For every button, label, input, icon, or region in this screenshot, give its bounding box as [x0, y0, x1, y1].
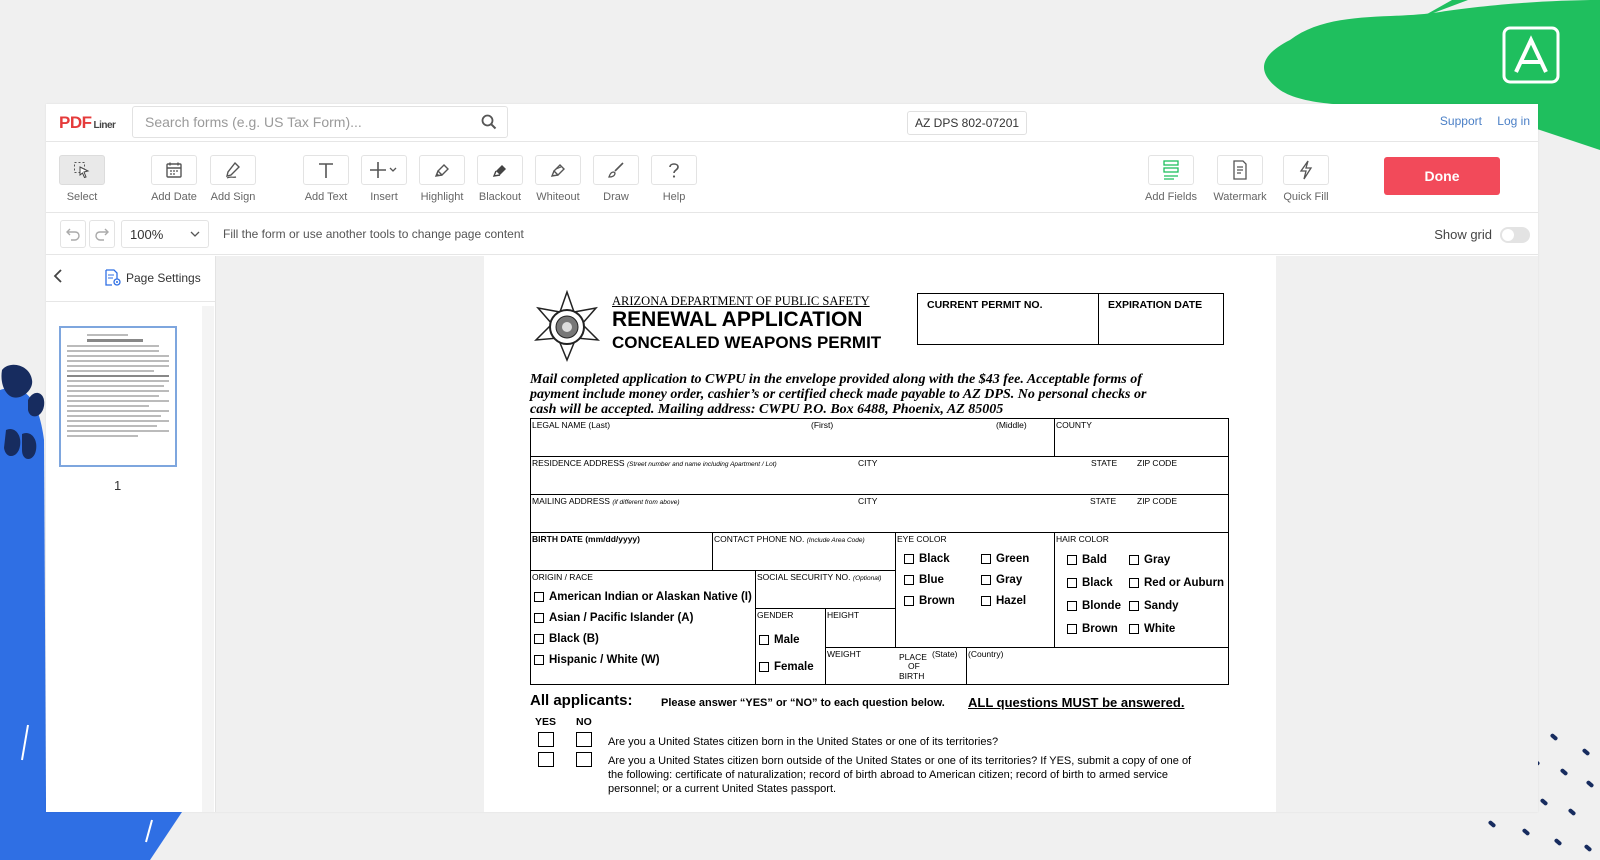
gender-female-text: Female: [774, 661, 814, 673]
q2-yes-checkbox[interactable]: [538, 752, 554, 767]
select-tool-label: Select: [66, 191, 98, 203]
origin-american-indian-checkbox[interactable]: [534, 591, 752, 603]
expiration-date-field[interactable]: [1100, 312, 1222, 344]
page-thumbnail[interactable]: [59, 326, 177, 467]
eye-color-green-checkbox[interactable]: [981, 553, 1029, 565]
hair-bald-text: Bald: [1082, 554, 1107, 566]
eye-hazel-text: Hazel: [996, 595, 1027, 607]
mailing-city-label: CITY: [858, 496, 878, 506]
all-applicants-heading: All applicants:: [530, 692, 633, 709]
highlight-label: Highlight: [420, 191, 464, 203]
redo-button[interactable]: [89, 220, 115, 248]
pdf-page: [484, 256, 1276, 812]
watermark-button[interactable]: [1210, 155, 1270, 203]
redo-icon: [94, 226, 110, 242]
mailing-zip-label: ZIP CODE: [1137, 496, 1177, 506]
eye-gray-text: Gray: [996, 574, 1023, 586]
hair-blonde-text: Blonde: [1082, 600, 1121, 612]
pages-sidebar: [46, 256, 216, 812]
pdfliner-corner-logo-icon: [1504, 28, 1558, 82]
first-name-label: (First): [811, 420, 834, 430]
origin-race-label: ORIGIN / RACE: [532, 572, 593, 582]
highlight-button[interactable]: [412, 155, 472, 203]
chevron-left-icon: [52, 268, 64, 284]
origin-asian-text: Asian / Pacific Islander (A): [549, 612, 694, 624]
county-label: COUNTY: [1056, 420, 1092, 430]
draw-label: Draw: [603, 191, 629, 203]
text-t-icon: [317, 161, 335, 179]
arizona-dps-seal-icon: [530, 290, 604, 364]
birth-date-field[interactable]: [532, 546, 710, 568]
origin-american-indian-text: American Indian or Alaskan Native (I): [549, 591, 752, 603]
hair-color-gray-checkbox[interactable]: [1129, 554, 1170, 566]
hair-color-black-checkbox[interactable]: [1067, 577, 1113, 589]
add-text-label: Add Text: [304, 191, 348, 203]
gender-female-checkbox[interactable]: [759, 661, 814, 673]
q1-yes-checkbox[interactable]: [538, 732, 554, 747]
origin-black-checkbox[interactable]: [534, 633, 599, 645]
origin-asian-checkbox[interactable]: [534, 612, 693, 624]
whiteout-eraser-icon: [549, 161, 567, 179]
hair-black-text: Black: [1082, 577, 1113, 589]
q2-no-checkbox[interactable]: [576, 752, 592, 767]
all-questions-required: ALL questions MUST be answered.: [968, 695, 1185, 710]
residence-address-note: (Street number and name including Apartment / Lot): [626, 461, 777, 468]
gender-male-checkbox[interactable]: [759, 634, 800, 646]
mailing-state-label: STATE: [1090, 496, 1117, 506]
search-icon[interactable]: [471, 114, 507, 130]
origin-hispanic-checkbox[interactable]: [534, 654, 660, 666]
workspace: [46, 256, 1538, 812]
q1-no-checkbox[interactable]: [576, 732, 592, 747]
eye-black-text: Black: [919, 553, 950, 565]
weight-label: WEIGHT: [827, 649, 861, 659]
sidebar-scrollbar[interactable]: [202, 306, 214, 812]
eye-color-gray-checkbox[interactable]: [981, 574, 1022, 586]
show-grid-toggle[interactable]: [1500, 227, 1530, 243]
question-2-text-line-3: personnel; or a current United States passport.: [608, 783, 837, 795]
eye-color-black-checkbox[interactable]: [904, 553, 950, 565]
watermark-document-icon: [1231, 160, 1249, 180]
place-of-birth-label-1: PLACE: [899, 652, 927, 662]
residence-address-label: RESIDENCE ADDRESS: [532, 458, 625, 468]
hair-color-blonde-checkbox[interactable]: [1067, 600, 1121, 612]
search-box: [132, 106, 508, 138]
legal-name-field[interactable]: [532, 432, 1052, 454]
sidebar-header: [46, 256, 215, 302]
mailing-address-field[interactable]: [532, 508, 1226, 530]
logo-pdf-text: PDF: [59, 113, 92, 132]
question-2-text-line-1: Are you a United States citizen born outside of the United States or one of its territories? If YES, submit a copy of one of: [608, 755, 1192, 767]
done-button[interactable]: Done: [1384, 157, 1500, 195]
blackout-label: Blackout: [478, 191, 522, 203]
page-settings-icon: [104, 269, 122, 287]
form-title: RENEWAL APPLICATION: [612, 308, 863, 331]
add-sign-button[interactable]: [203, 155, 263, 203]
instructions-line-3: cash will be accepted. Mailing address: CWPU P.O. Box 6488, Phoenix, AZ 85005: [530, 402, 1004, 417]
whiteout-button[interactable]: [528, 155, 588, 203]
hair-color-red-checkbox[interactable]: [1129, 577, 1224, 589]
add-fields-button[interactable]: [1141, 155, 1201, 203]
eye-color-label: EYE COLOR: [897, 534, 947, 544]
ssn-note: (Optional): [852, 575, 882, 582]
quick-fill-label: Quick Fill: [1283, 191, 1329, 203]
draw-button[interactable]: [586, 155, 646, 203]
help-question-icon: [665, 161, 683, 179]
eye-blue-text: Blue: [919, 574, 944, 586]
contact-phone-label: CONTACT PHONE NO.: [714, 534, 805, 544]
answer-instruction: Please answer “YES” or “NO” to each question below.: [661, 697, 945, 709]
page-settings-label: Page Settings: [126, 271, 201, 285]
hair-color-sandy-checkbox[interactable]: [1129, 600, 1179, 612]
ssn-label: SOCIAL SECURITY NO.: [757, 572, 851, 582]
undo-button[interactable]: [60, 220, 86, 248]
help-button[interactable]: [644, 155, 704, 203]
add-fields-icon: [1162, 160, 1180, 180]
current-permit-label: CURRENT PERMIT NO.: [927, 299, 1043, 311]
watermark-label: Watermark: [1213, 191, 1267, 203]
document-id-badge[interactable]: AZ DPS 802-07201: [907, 111, 1027, 135]
signature-pen-icon: [224, 161, 242, 179]
eye-color-brown-checkbox[interactable]: [904, 595, 955, 607]
mailing-address-note: (if different from above): [612, 499, 680, 506]
pob-state-label: (State): [932, 649, 958, 659]
mailing-address-label: MAILING ADDRESS: [532, 496, 610, 506]
question-1-text: Are you a United States citizen born in the United States or one of its territories?: [608, 736, 999, 748]
collapse-sidebar-button[interactable]: [52, 268, 64, 289]
plus-chevron-icon: [369, 161, 399, 179]
pdfliner-logo[interactable]: [59, 113, 115, 133]
select-cursor-icon: [73, 161, 91, 179]
gender-male-text: Male: [774, 634, 800, 646]
eye-color-hazel-checkbox[interactable]: [981, 595, 1026, 607]
residence-state-label: STATE: [1091, 458, 1118, 468]
zoom-value: 100%: [130, 226, 164, 242]
eye-green-text: Green: [996, 553, 1030, 565]
current-permit-field[interactable]: [918, 312, 1096, 344]
add-date-label: Add Date: [151, 191, 197, 203]
hair-color-white-checkbox[interactable]: [1129, 623, 1175, 635]
whiteout-label: Whiteout: [536, 191, 580, 203]
hair-color-bald-checkbox[interactable]: [1067, 554, 1107, 566]
yes-column-header: YES: [535, 716, 557, 728]
blackout-button[interactable]: [470, 155, 530, 203]
contact-phone-field[interactable]: [714, 546, 893, 568]
height-field[interactable]: [827, 622, 893, 645]
blackout-marker-icon: [491, 161, 509, 179]
draw-brush-icon: [607, 161, 625, 179]
calendar-icon: [165, 161, 183, 179]
top-links: [1428, 114, 1530, 128]
origin-hispanic-text: Hispanic / White (W): [549, 654, 660, 666]
hair-color-label: HAIR COLOR: [1056, 534, 1109, 544]
department-heading: ARIZONA DEPARTMENT OF PUBLIC SAFETY: [612, 294, 870, 308]
height-label: HEIGHT: [827, 610, 860, 620]
gender-label: GENDER: [757, 610, 794, 620]
edit-hint-text: Fill the form or use another tools to change page content: [223, 227, 524, 241]
hair-gray-text: Gray: [1144, 554, 1171, 566]
page-number-label: 1: [114, 478, 122, 493]
hair-sandy-text: Sandy: [1144, 600, 1179, 612]
support-link[interactable]: Support: [1439, 114, 1482, 128]
page-settings-button[interactable]: [104, 269, 201, 287]
show-grid-label: Show grid: [1434, 227, 1492, 242]
place-of-birth-label-2: OF: [908, 661, 920, 671]
pob-country-label: (Country): [968, 649, 1004, 659]
login-link[interactable]: Log in: [1497, 114, 1530, 128]
top-bar: [46, 104, 1538, 142]
birth-date-label: BIRTH DATE (mm/dd/yyyy): [532, 534, 640, 544]
toolbar: [46, 142, 1538, 213]
pdf-editor-window: [46, 104, 1538, 812]
legal-name-label: LEGAL NAME (Last): [532, 420, 611, 430]
residence-zip-label: ZIP CODE: [1137, 458, 1177, 468]
no-column-header: NO: [576, 716, 592, 728]
logo-liner-text: Liner: [93, 120, 116, 131]
add-date-button[interactable]: [144, 155, 204, 203]
residence-city-label: CITY: [858, 458, 878, 468]
eye-color-blue-checkbox[interactable]: [904, 574, 944, 586]
quick-fill-button[interactable]: [1276, 155, 1336, 203]
middle-name-label: (Middle): [996, 420, 1027, 430]
weight-field[interactable]: [827, 661, 893, 683]
contact-phone-note: (Include Area Code): [806, 537, 865, 544]
county-field[interactable]: [1056, 432, 1226, 454]
place-of-birth-label-3: BIRTH: [899, 671, 925, 681]
eye-brown-text: Brown: [919, 595, 955, 607]
hair-color-brown-checkbox[interactable]: [1067, 623, 1118, 635]
residence-address-field[interactable]: [532, 470, 1226, 492]
add-fields-label: Add Fields: [1145, 191, 1197, 203]
undo-icon: [65, 226, 81, 242]
add-text-button[interactable]: [296, 155, 356, 203]
hair-white-text: White: [1144, 623, 1176, 635]
origin-black-text: Black (B): [549, 633, 599, 645]
help-label: Help: [662, 191, 686, 203]
question-2-text-line-2: the following: certificate of naturalization; record of birth abroad to American citizen; record of birth to armed service: [608, 769, 1169, 781]
highlighter-icon: [433, 161, 451, 179]
insert-dropdown-button[interactable]: [354, 155, 414, 203]
hair-red-text: Red or Auburn: [1144, 577, 1225, 589]
insert-label: Insert: [370, 191, 398, 203]
select-tool-button[interactable]: [52, 155, 112, 203]
hair-brown-text: Brown: [1082, 623, 1118, 635]
zoom-select[interactable]: [121, 220, 209, 248]
search-input[interactable]: [133, 114, 471, 130]
sub-toolbar: [46, 213, 1538, 255]
form-subtitle: CONCEALED WEAPONS PERMIT: [612, 333, 882, 352]
ssn-field[interactable]: [757, 584, 893, 606]
place-of-birth-field[interactable]: [968, 661, 1226, 683]
add-sign-label: Add Sign: [210, 191, 256, 203]
chevron-down-icon: [190, 230, 200, 238]
lightning-icon: [1298, 160, 1314, 180]
expiration-date-label: EXPIRATION DATE: [1108, 299, 1203, 311]
instructions-line-2: payment include money order, cashier’s or certified check made payable to AZ DPS. No personal checks or: [530, 387, 1147, 402]
instructions-line-1: Mail completed application to CWPU in the envelope provided along with the $43 fee. Acceptable forms of: [530, 372, 1142, 387]
